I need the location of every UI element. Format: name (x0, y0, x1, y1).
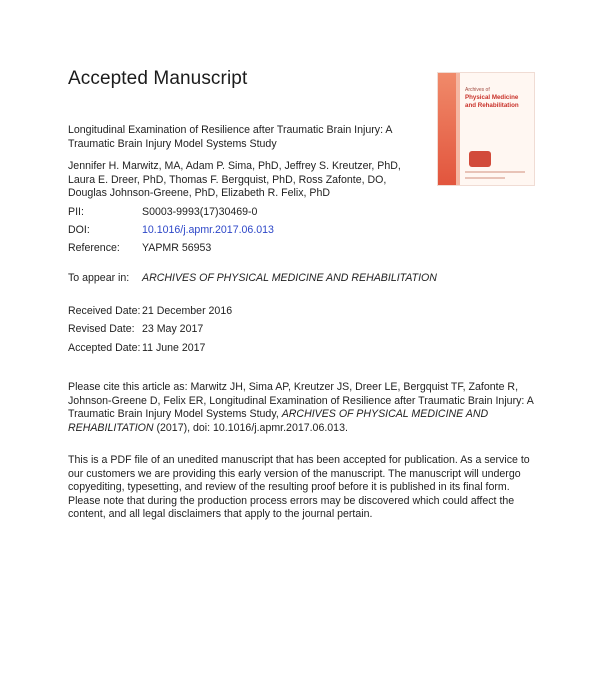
pii-value: S0003-9993(17)30469-0 (142, 206, 258, 218)
cover-band (438, 73, 456, 185)
disclaimer-paragraph: This is a PDF file of an unedited manuscript that has been accepted for publication. As a service to our customers we are providing this early version of the manuscript. The manuscript will undergo copyediting, typesetting, and review of the resulting proof before it is published in its final form. Please note that during the production process errors may be discovered which could affect the content, and all legal disclaimers that apply to the journal pertain. (68, 454, 530, 520)
citation-paragraph (68, 381, 538, 435)
cover-journal-name: Physical Medicine and Rehabilitation (465, 94, 519, 109)
page-title: Accepted Manuscript (68, 68, 248, 89)
journal-cover-image (437, 72, 535, 186)
accepted-value: 11 June 2017 (142, 342, 206, 354)
received-value: 21 December 2016 (142, 305, 233, 317)
doi-link[interactable]: 10.1016/j.apmr.2017.06.013 (142, 224, 274, 236)
revised-value: 23 May 2017 (142, 323, 204, 335)
accepted-label: Accepted Date: (68, 342, 141, 354)
citation-prefix: Please cite this article as: Marwitz JH, Sima AP, Kreutzer JS, Dreer LE, Bergquist TF, Zafonte R, Johnson-Greene D, Felix ER, Longitudinal Examination of Resilience after Traumatic Brain Injury: A Traumatic Brain Injury Model Systems Study, (68, 381, 534, 420)
cover-badge-icon (469, 151, 491, 167)
doi-label: DOI: (68, 224, 90, 236)
article-title: Longitudinal Examination of Resilience after Traumatic Brain Injury: A Traumatic Brain Injury Model Systems Study (68, 124, 392, 150)
reference-value: YAPMR 56953 (142, 242, 212, 254)
appear-journal: ARCHIVES OF PHYSICAL MEDICINE AND REHABILITATION (142, 272, 437, 284)
received-label: Received Date: (68, 305, 141, 317)
pii-label: PII: (68, 206, 84, 218)
cover-text-lines (465, 171, 525, 183)
citation-suffix: (2017), doi: 10.1016/j.apmr.2017.06.013. (153, 421, 348, 434)
reference-label: Reference: (68, 242, 120, 254)
cover-journal-title (465, 87, 531, 109)
cover-small-line: Archives of (465, 87, 490, 93)
revised-label: Revised Date: (68, 323, 135, 335)
article-authors: Jennifer H. Marwitz, MA, Adam P. Sima, PhD, Jeffrey S. Kreutzer, PhD, Laura E. Dreer, PhD, Thomas F. Bergquist, PhD, Ross Zafonte, DO, Douglas Johnson-Greene, PhD, Elizabeth R. Felix, PhD (68, 160, 401, 199)
citation-journal: ARCHIVES OF PHYSICAL MEDICINE AND REHABILITATION (68, 408, 489, 434)
appear-label: To appear in: (68, 272, 130, 284)
cover-stripe (456, 73, 460, 185)
